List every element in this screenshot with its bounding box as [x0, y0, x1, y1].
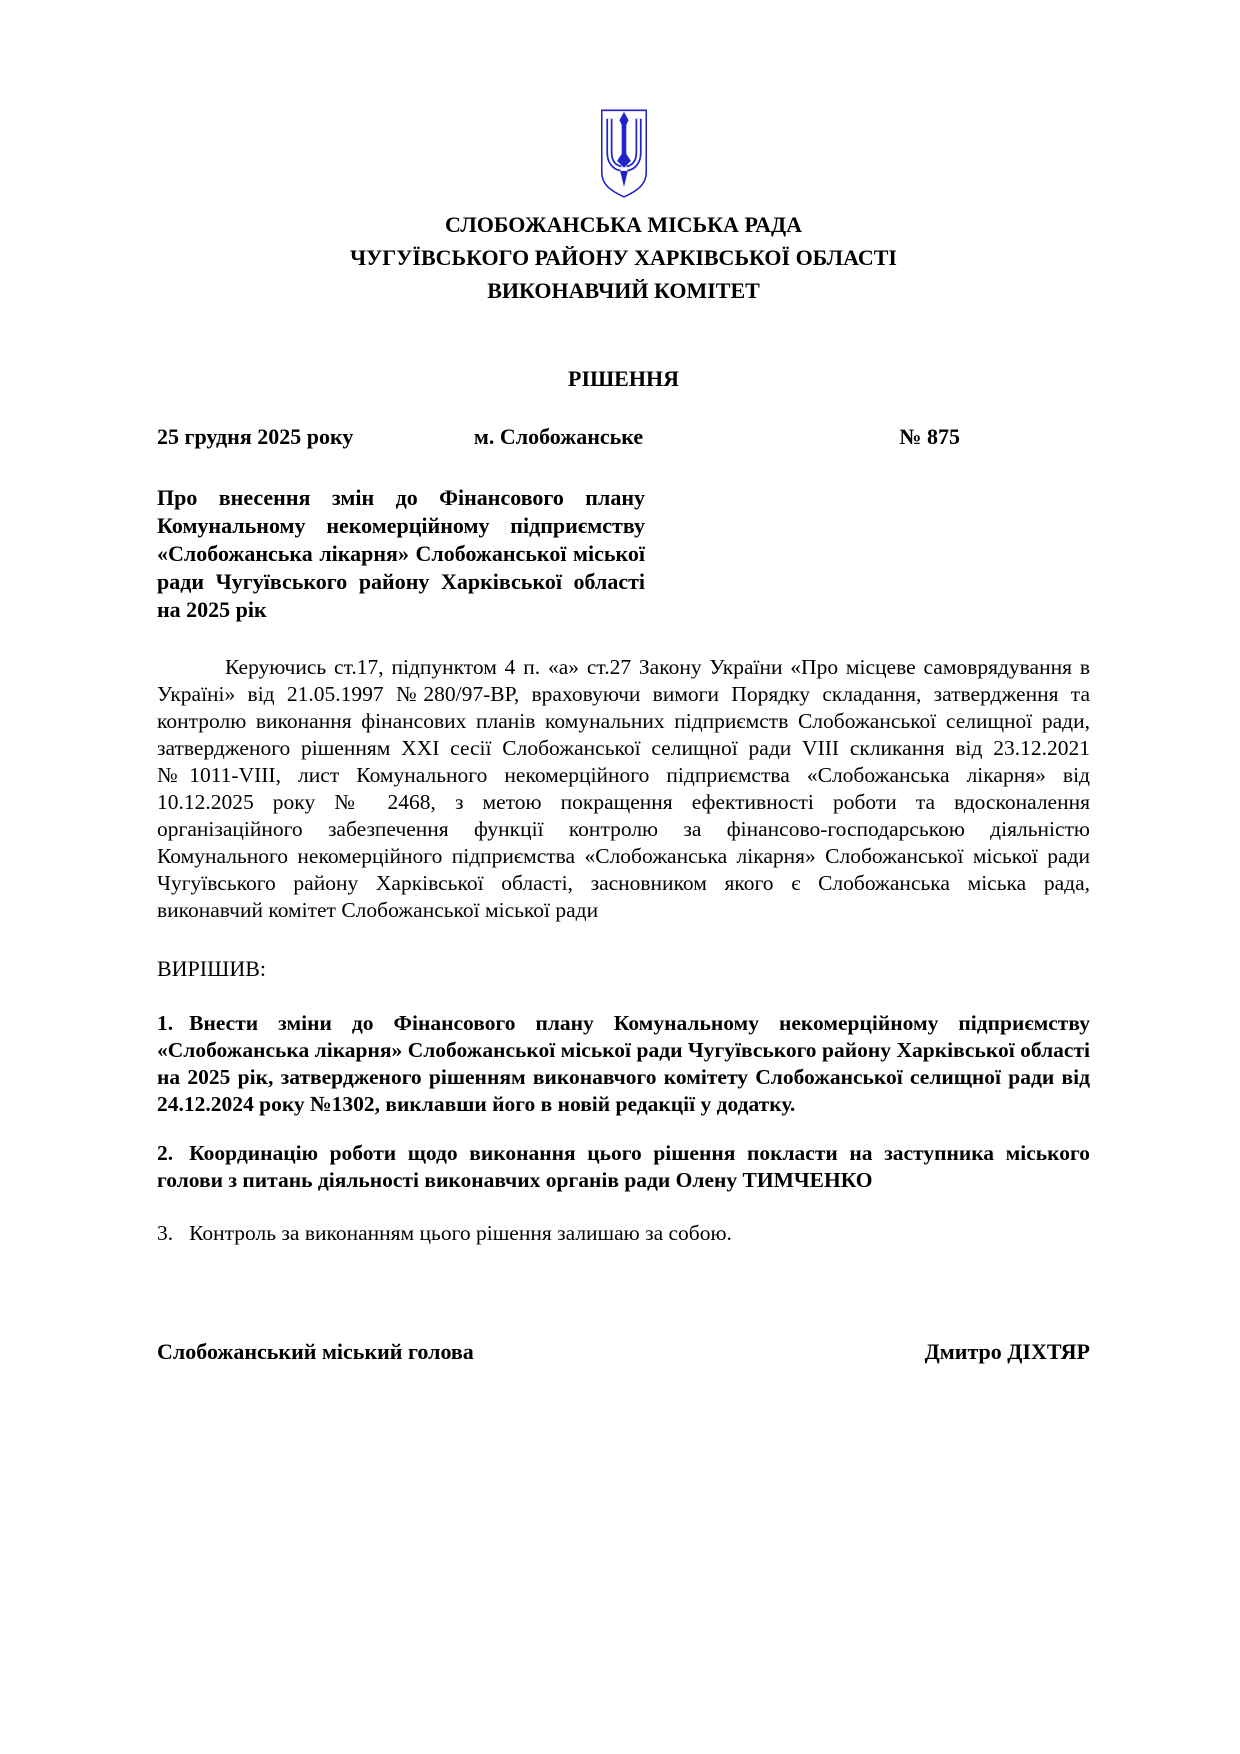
signature-row — [157, 1339, 1090, 1365]
item-1-text: Внести зміни до Фінансового плану Комунальному некомерційному підприємству «Слобожанська лікарня» Слобожанської міської ради Чугуївського району Харківської області на 2025 рік, затвердженого рішенням виконавчого комітету Слобожанської селищної ради від 24.12.2024 року №1302, виклавши його в новій редакції у додатку. — [157, 1011, 1090, 1116]
signer-name: Дмитро ДІХТЯР — [924, 1338, 1090, 1364]
preamble-paragraph: Керуючись ст.17, підпунктом 4 п. «а» ст.27 Закону України «Про місцеве самоврядування в Україні» від 21.05.1997 №280/97-ВР, враховуючи вимоги Порядку складання, затвердження та контролю виконання фінансових планів комунальних підприємств Слобожанської селищної ради, затвердженого рішенням XXI сесії Слобожанської селищної ради VIII скликання від 23.12.2021 №1011-VIII, лист Комунального некомерційного підприємства «Слобожанська лікарня» від 10.12.2025 року № 2468, з метою покращення ефективності роботи та вдосконалення організаційного забезпечення функції контролю за фінансово-господарською діяльністю Комунального некомерційного підприємства «Слобожанська лікарня» Слобожанської міської ради Чугуївського району Харківської області, засновником якого є Слобожанська міська рада, виконавчий комітет Слобожанської міської ради — [157, 655, 1090, 922]
resolved-label: ВИРІШИВ: — [157, 956, 266, 981]
emblem-container — [157, 0, 1090, 205]
document-subject: Про внесення змін до Фінансового плану Комунальному некомерційному підприємству «Слобожанська лікарня» Слобожанської міської ради Чугуївського району Харківської області на 2025 рік — [157, 485, 645, 622]
org-name-line-2: ЧУГУЇВСЬКОГО РАЙОНУ ХАРКІВСЬКОЇ ОБЛАСТІ — [349, 245, 897, 270]
tryzub-coat-of-arms-icon — [597, 108, 651, 200]
document-date: 25 грудня 2025 року — [157, 424, 354, 449]
resolution-item-2 — [157, 1140, 1090, 1194]
document-type-title: РІШЕННЯ — [568, 366, 679, 391]
item-1-number: 1. — [157, 1011, 174, 1035]
org-name-line-1: СЛОБОЖАНСЬКА МІСЬКА РАДА — [445, 212, 802, 237]
document-place: м. Слобожанське — [473, 424, 644, 449]
item-2-text: Координацію роботи щодо виконання цього рішення покласти на заступника міського голови з питань діяльності виконавчих органів ради Олену ТИМЧЕНКО — [157, 1140, 1090, 1192]
item-2-number: 2. — [157, 1140, 174, 1165]
resolution-item-1 — [157, 1010, 1090, 1118]
signer-position: Слобожанський міський голова — [157, 1338, 474, 1364]
meta-row — [157, 424, 1090, 450]
document-number: № 875 — [899, 424, 961, 449]
org-name-line-3: ВИКОНАВЧИЙ КОМІТЕТ — [487, 278, 760, 303]
item-3-number: 3. — [157, 1220, 174, 1245]
item-3-text: Контроль за виконанням цього рішення залишаю за собою. — [189, 1220, 732, 1245]
resolution-item-3 — [157, 1220, 1090, 1247]
